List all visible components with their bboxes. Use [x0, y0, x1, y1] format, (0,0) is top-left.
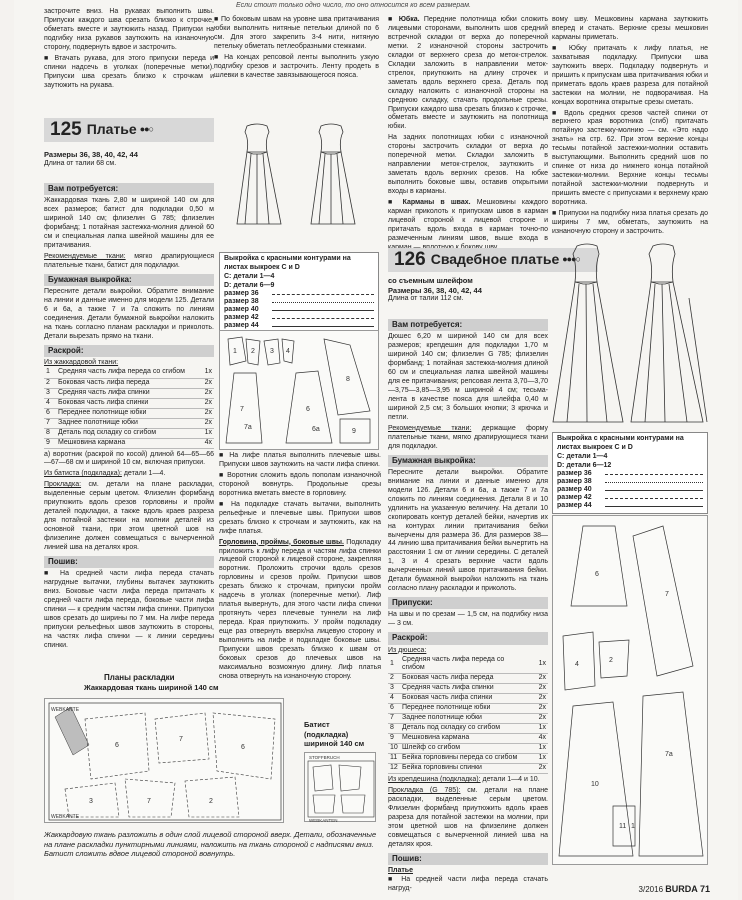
model-number: 125 — [50, 118, 82, 140]
parts-row — [44, 428, 214, 438]
sizes-title: Выкройка с красными контурами на листах выкроек C и D — [557, 435, 684, 451]
cut-note1: детали 1—4 и 10. — [482, 776, 540, 784]
part-qty: 2x — [522, 714, 548, 724]
dress-125-svg — [229, 120, 379, 230]
parts-table-126 — [388, 656, 548, 775]
sizes-label: Размеры 36, 38, 40, 42, 44 — [44, 150, 138, 159]
part-qty: 2x — [188, 408, 214, 418]
webkante-label: WEBKANTE — [51, 707, 80, 713]
part-number: 4 — [44, 398, 56, 408]
part-label: Деталь под складку со сгибом — [400, 724, 522, 734]
part-qty: 2x — [522, 764, 548, 774]
parts-row — [388, 656, 548, 674]
part-label: Шлейф со сгибом — [400, 744, 522, 754]
col4-p2: ■ Юбку притачать к лифу платья, не захватывая подкладку. Припуски шва заутюжить вверх. Подкладку подвернуть и пришить к припускам шва притачивания юбки и приметать вдоль краев разреза для потайной застежки на молнии, не подворачивая. На концах воротника открытые срезы сметать. — [552, 44, 708, 106]
part-label: Заднее полотнище юбки — [400, 714, 522, 724]
part-number: 2 — [44, 378, 56, 388]
part-label: Боковая часть лифа спинки — [400, 694, 522, 704]
cut-note1-line — [388, 776, 548, 785]
svg-text:6: 6 — [306, 406, 310, 413]
part-number: 3 — [44, 388, 56, 398]
part-qty: 4x — [522, 734, 548, 744]
svg-text:9: 9 — [352, 428, 356, 435]
col3-p2: На задних полотнищах юбки с изнаночной стороны застрочить складки от верха до поперечной метки. Складки заложить в направлении меток-стрелок, заутюжить и заметать вдоль верхних срезов. На юбке выполнить боковые швы, оставив открытыми входы в карманы. — [388, 134, 548, 196]
model-number: 126 — [394, 248, 426, 270]
svg-text:2: 2 — [609, 657, 613, 664]
parts-row — [388, 734, 548, 744]
pattern-pieces-126-svg — [553, 516, 709, 866]
page-number: 71 — [699, 884, 710, 895]
size-row: размер 42 — [224, 315, 374, 323]
part-number: 10 — [388, 744, 400, 754]
part-number: 3 — [388, 684, 400, 694]
part-number: 4 — [388, 694, 400, 704]
sub: со съемным шлейфом — [388, 276, 473, 285]
svg-text:7: 7 — [240, 406, 244, 413]
part-label: Переднее полотнище юбки — [400, 704, 522, 714]
col3-p1-label: ■ Юбка. — [388, 16, 420, 23]
sizes-125-box — [219, 252, 379, 334]
size-row: размер 42 — [557, 495, 703, 503]
part-qty: 1x — [522, 744, 548, 754]
layout-batist-label — [304, 720, 374, 749]
parts-row — [388, 674, 548, 684]
parts-row — [388, 714, 548, 724]
cut-note2: детали 1—4. — [123, 470, 166, 478]
part-label: Переднее полотнище юбки — [56, 408, 188, 418]
part-qty: 1x — [522, 754, 548, 764]
col3-p1: Передние полотнища юбки сложить лицевыми сторонами, выполнить шов средний встречной складки от верха до поперечной метки. 2 изнаночной стороны застрочить складки от верхнего среза до меток-стрелок. Складки заложить в направлении меток-стрелок, приутюжить на длину строчек и заметать вдоль верхнего среза. Деталь под складку наложить с изнаночной стороны на среднюю складку, стачать продольные срезы. Припуски каждого шва срезать близко к строчке, обметать вместе и заутюжить на полотнища юбки. — [388, 16, 548, 131]
cut-title: Раскрой: — [44, 345, 214, 357]
pattern-pieces-125 — [219, 330, 379, 450]
part-number: 7 — [44, 418, 56, 428]
model-125-body — [44, 180, 214, 653]
cut-note1: а) воротник (раскрой по косой) длиной 64—65—66—67—68 см и шириной 10 см, включая припуски. — [44, 450, 214, 467]
col2-top-p2: ■ На концах репсовой ленты выполнить узкую подгибку срезов и застрочить. Ленту продеть в шлевки в качестве завязывающегося пояса. — [214, 53, 379, 79]
sew-title: Пошив: — [388, 853, 548, 865]
sew-text: ■ На средней части лифа переда стачать нагруд- — [388, 876, 548, 893]
length-label: Длина от талии 68 см. — [44, 159, 117, 167]
cut-note2-label: Прокладка (G 785): — [388, 787, 461, 795]
header-note: Если стоит только одно число, то оно относится ко всем размерам. — [236, 2, 471, 9]
part-number: 6 — [388, 704, 400, 714]
cut-note3-line — [44, 481, 214, 553]
pattern-text: Пересните детали выкройки. Обратите внимание на линии и данные именно для модели 126. Детали 6 и 6а, а также 7 и 7а сложить по линиям соединения. Детали 8 и 10 удлинить на указанную величину. На детали 10 скопировать контур деталей бейки, начертив их на контурах линии притачивания бейки вычерчены для размера 36. Для размеров 38—44 линию шва притачивания бейки вычертить на расстоянии 1 см от линии середины. С деталей 1, 3 и 4 срезать верхние части вдоль вычерченных линий швов притачивания бейки. Детали бумажной выкройки наложить на ткань согласно плану раскладки и приколоть. — [388, 468, 548, 593]
webkanten-label: WEBKANTEN — [309, 818, 338, 823]
column-3-top — [388, 16, 548, 255]
svg-text:11: 11 — [619, 823, 627, 830]
detail-d: D: детали 6—12 — [557, 461, 612, 469]
svg-text:4: 4 — [286, 348, 290, 355]
col2-mid-p4-line — [219, 539, 381, 682]
size-row: размер 38 — [224, 299, 374, 307]
part-qty: 4x — [188, 438, 214, 448]
rec-label: Рекомендуемые ткани: — [388, 424, 472, 432]
part-number: 7 — [388, 714, 400, 724]
parts-row — [44, 388, 214, 398]
svg-text:7: 7 — [147, 798, 151, 805]
svg-text:6: 6 — [595, 571, 599, 578]
layout-sub: Жаккардовая ткань шириной 140 см — [84, 683, 219, 693]
rec-line — [388, 425, 548, 452]
rec-label: Рекомендуемые ткани: — [44, 252, 126, 260]
svg-text:1: 1 — [631, 823, 635, 830]
size-row: размер 40 — [224, 307, 374, 315]
part-qty: 2x — [522, 694, 548, 704]
layout-jacquard — [44, 698, 284, 823]
part-label: Средняя часть лифа переда со сгибом — [56, 368, 188, 378]
layout-125 — [44, 673, 384, 693]
part-label: Боковая часть лифа переда — [56, 378, 188, 388]
cut-note2-line — [388, 787, 548, 850]
part-number: 1 — [388, 656, 400, 674]
svg-text:6: 6 — [115, 742, 119, 749]
svg-text:6a: 6a — [312, 426, 320, 433]
parts-row — [388, 684, 548, 694]
col2-mid-p2: ■ Воротник сложить вдоль пополам изнаночной стороной вовнутрь. Продольные срезы воротника вметать вместе в горловину. — [219, 471, 381, 497]
issue: 3/2016 — [638, 885, 664, 895]
model-126-body — [388, 316, 548, 896]
model-name: Платье — [86, 121, 137, 138]
allow-title: Припуски: — [388, 597, 548, 609]
part-number: 2 — [388, 674, 400, 684]
part-label: Бейка горловины переда со сгибом — [400, 754, 522, 764]
allow-text: На швы и по срезам — 1,5 см, на подгибку низа — 3 см. — [388, 611, 548, 628]
part-number: 8 — [44, 428, 56, 438]
column-2-mid — [219, 452, 381, 684]
parts-row — [388, 764, 548, 774]
layout-caption: Жаккардовую ткань разложить в один слой лицевой стороной вверх. Детали, обозначенные на плане раскладки пунктирными линиями, наложить на ткань стороной с надписями вниз. Батист сложить вдвое лицевой стороной вовнутрь. — [44, 830, 377, 859]
cut-note2-label: Из батиста (подкладка): — [44, 470, 122, 478]
part-qty: 2x — [188, 418, 214, 428]
webkante-label-bottom: WEBKANTE — [51, 814, 80, 820]
col3-top-p1-line — [388, 16, 548, 132]
model-name: Свадебное платье — [430, 251, 560, 268]
detail-c: C: детали 1—4 — [557, 452, 608, 460]
part-label: Деталь под складку со сгибом — [56, 428, 188, 438]
part-qty: 1x — [188, 368, 214, 378]
cut-note2: см. детали на плане раскладки, выделенные серым цветом. Флизелин формбанд приутюжить вдоль краев разреза для потайной застежки на молнии, при этом цветной шов на флизелине должен совмещаться с вычерченной линией шва на деталях кроя. — [388, 787, 548, 849]
pattern-title: Бумажная выкройка: — [44, 274, 214, 286]
parts-row — [388, 744, 548, 754]
part-label: Бейка горловины спинки — [400, 764, 522, 774]
dress-125-illustration — [229, 120, 379, 230]
need-title: Вам потребуется: — [44, 183, 214, 195]
parts-row — [388, 694, 548, 704]
need-text: Дюшес 6,20 м шириной 140 см для всех размеров; крепдешин для подкладки 1,70 м шириной 140 см; флизелин G 785; флизелин формбанд; 1 потайная застежка-молния длиной 60 см и специальная лапка швейной машины для ее притачивания; репсовая лента 3,70—3,70—3,75—3,85—3,95 м шириной 4 см; тесьма-лента в качестве пояса для шлейфа 0,40 м шириной 2,5 см; 3 больших кнопки; 3 крючка и петли. — [388, 333, 549, 421]
difficulty-dots: ●●○ — [139, 124, 154, 135]
need-text: Жаккардовая ткань 2,80 м шириной 140 см для всех размеров; батист для подкладки 0,50 м шириной 140 см; флизелин G 785; флизелин формбанд; 1 потайная застежка-молния длиной 60 см и специальная лапка швейной машины для ее притачивания. — [44, 197, 214, 249]
part-qty: 1x — [522, 724, 548, 734]
col4-p3: ■ Вдоль средних срезов частей спинки от верхнего края воротника (сгиб) притачать потайную застежку-молнию — см. «Это надо знать» на стр. 62. При этом верхние концы тесьмы потайной застежки-молнии оставить выступающими. Выполнить средний шов по спинке от низа до нижнего конца потайной застежки-молнии. Верхние концы тесьмы потайной застежки-молнии подвернуть и пришить вместе с припусками к верхнему краю воротника. — [552, 109, 708, 207]
column-1 — [44, 8, 214, 93]
svg-text:1: 1 — [233, 348, 237, 355]
need-title: Вам потребуется: — [388, 319, 548, 331]
part-qty: 2x — [188, 378, 214, 388]
part-number: 8 — [388, 724, 400, 734]
sew-title: Пошив: — [44, 556, 214, 568]
parts-table-125 — [44, 368, 214, 449]
part-qty: 1x — [522, 656, 548, 674]
layout-batist — [304, 752, 376, 822]
col1-top-p2: ■ Втачать рукава, для этого припуски переда и спинки надсечь в уголках (поперечные метки). Припуски шва срезать близко к строчкам и заутюжить на рукава. — [44, 54, 214, 89]
part-number: 9 — [44, 438, 56, 448]
size-row: размер 36 — [557, 471, 703, 479]
part-qty: 2x — [522, 684, 548, 694]
cut-note3: см. детали на плане раскладки, выделенные серым цветом. Флизелин формбанд приутюжить вдоль срезов горловины и пройм деталей подкладки, а также вдоль краев разреза для потайной застежки на молнии деталей из основной ткани, при этом цветной шов на флизелине должен совмещаться с вычерченной линией шва на деталях кроя. — [44, 481, 214, 552]
part-number: 11 — [388, 754, 400, 764]
part-qty: 1x — [188, 428, 214, 438]
pattern-text: Пересните детали выкройки. Обратите внимание на линии и данные именно для модели 125. Детали 6 и 6а, а также 7 и 7а сложить по линиям соединения. Детали бумажной выкройки наложить на ткань согласно планам раскладки и приколоть. Детали вырезать прямо на ткани. — [44, 288, 214, 340]
parts-row — [44, 368, 214, 378]
part-label: Средняя часть лифа переда со сгибом — [400, 656, 522, 674]
col3-p3-label: ■ Карманы в швах. — [388, 199, 471, 207]
part-label: Средняя часть лифа спинки — [56, 388, 188, 398]
part-label: Мешковина кармана — [56, 438, 188, 448]
svg-text:7a: 7a — [665, 751, 673, 758]
rec-text: держащие форму плательные ткани, мягко драпирующиеся ткани для подкладки. — [388, 424, 548, 450]
part-qty: 2x — [188, 398, 214, 408]
sizes-126-box — [552, 432, 708, 514]
col2-mid-p4: Подкладку приложить к лифу переда и частям лифа спинки лицевой стороной к лицевой стороне, закрепляя воротник. Проложить строчки вдоль срезов горловины и срезов пройм. Припуски швов срезать близко к строчкам, припуски пройм надсечь в уголках (поперечные метки). Лиф платья вывернуть, для этого части лифа спинки протянуть через плечевые туннели на лиф переда. Края приутюжить. У пройм подкладку еще раз отвернуть вверх/на лицевую сторону и выполнить на лифе и подкладке боковые швы. Припуски швов срезать близко к швам от боковых срезов до плечевых швов на максимально возможную длину. Лиф платья снова отвернуть на изнаночную сторону. — [219, 538, 381, 680]
parts-row — [44, 378, 214, 388]
parts-row — [44, 398, 214, 408]
part-label: Средняя часть лифа спинки — [400, 684, 522, 694]
layout-jacquard-svg — [45, 699, 285, 824]
layout-batist-svg — [305, 753, 377, 823]
svg-text:2: 2 — [251, 348, 255, 355]
model-125-title-band — [44, 118, 214, 142]
size-row: размер 36 — [224, 291, 374, 299]
parts-row — [388, 754, 548, 764]
svg-text:10: 10 — [591, 781, 599, 788]
part-number: 1 — [44, 368, 56, 378]
parts-row — [388, 724, 548, 734]
part-number: 6 — [44, 408, 56, 418]
sizes-label: Размеры 36, 38, 40, 42, 44 — [388, 285, 482, 295]
brand: BURDA — [665, 884, 698, 895]
part-label: Мешковина кармана — [400, 734, 522, 744]
col3-p3: Мешковины каждого карман приколоть к припускам швов в карман лицевой стороной к лицевой стороне и притачать вдоль входа в карман точно-по размеченным линиям швов, выше входа в — [388, 199, 548, 242]
size-row: размер 38 — [557, 479, 703, 487]
part-number: 12 — [388, 764, 400, 774]
difficulty-dots: ●●●○ — [562, 254, 580, 265]
batist-title: Батист (подкладка) шириной 140 см — [304, 720, 365, 749]
cut-sub: Из дюшеса: — [388, 646, 427, 654]
stoffbruch-label: STOFFBRUCH — [309, 755, 340, 760]
svg-text:8: 8 — [346, 376, 350, 383]
length-label: Длина от талии 112 см. — [388, 295, 464, 303]
dress-126-illustration — [549, 238, 709, 428]
dress-126-svg — [549, 238, 709, 428]
svg-text:6: 6 — [241, 744, 245, 751]
col2-mid-p4-label: Горловина, проймы, боковые швы. — [219, 538, 344, 546]
size-row: размер 40 — [557, 487, 703, 495]
parts-row — [388, 704, 548, 714]
svg-text:2: 2 — [209, 798, 213, 805]
svg-text:7: 7 — [665, 591, 669, 598]
model-125-header — [44, 118, 214, 169]
rec-text: мягко драпирующиеся плательные ткани, батист для подкладки. — [44, 252, 214, 269]
parts-row — [44, 438, 214, 448]
part-qty: 2x — [522, 674, 548, 684]
sew-text: ■ На средней части лифа переда стачать нагрудные вытачки, глубины вытачек заутюжить вниз. Боковые части лифа переда притачать к средней части лифа переда, боковые части лифа спинки — к средним частям лифа спинки. Припуски швов срезать до ширины по 7 мм. На лифе переда припуски рельефных швов заутюжить в стороны, на частях лифа спинки — к линии середины спинки. — [44, 570, 214, 649]
sew-sub: Платье — [388, 867, 413, 875]
parts-row — [44, 418, 214, 428]
part-label: Заднее полотнище юбки — [56, 418, 188, 428]
sizes-title: Выкройка с красными контурами на листах выкроек C и D — [224, 255, 351, 271]
size-row: размер 44 — [557, 503, 703, 511]
pattern-pieces-125-svg — [220, 331, 380, 451]
pattern-pieces-126 — [552, 515, 708, 865]
part-qty: 2x — [188, 388, 214, 398]
cut-title: Раскрой: — [388, 632, 548, 644]
col2-top-p1: ■ По боковым швам на уровне шва притачивания юбки выполнить нитяные петельки длиной по 6 см. Для этого закрепить 3-4 нити, нитяную петельку обметать петлеобразными стежками. — [214, 16, 379, 50]
size-rows — [224, 291, 374, 331]
column-4-top — [552, 16, 708, 239]
col2-mid-p1: ■ На лифе платья выполнить плечевые швы. Припуски швов заутюжить на части лифа спинки. — [219, 452, 381, 468]
col3-top-p3-line — [388, 199, 548, 253]
cut-sub: Из жаккардовой ткани: — [44, 359, 119, 367]
size-row: размер 44 — [224, 323, 374, 331]
part-number: 9 — [388, 734, 400, 744]
svg-text:7: 7 — [179, 736, 183, 743]
svg-text:4: 4 — [575, 661, 579, 668]
detail-c: C: детали 1—4 — [224, 272, 275, 280]
svg-text:3: 3 — [89, 798, 93, 805]
col4-p1: вому шву. Мешковины кармана заутюжить вперед и стачать. Верхние срезы мешковин карманы приметать. — [552, 16, 708, 41]
column-2-top — [214, 16, 379, 83]
part-qty: 2x — [522, 704, 548, 714]
cut-note3-label: Прокладка: — [44, 481, 82, 489]
magazine-page — [14, 0, 738, 900]
svg-text:7a: 7a — [244, 424, 252, 431]
parts-row — [44, 408, 214, 418]
col4-p4: ■ Припуски на подгибку низа платья срезать до ширины 7 мм, обметать, заутюжить на изнаночную сторону и застрочить. — [552, 210, 708, 235]
cut-note2-line — [44, 470, 214, 479]
cut-note1-label: Из крепдешина (подкладка): — [388, 776, 481, 784]
col2-mid-p3: ■ На подкладке стачать вытачки, выполнить рельефные и плечевые швы. Припуски швов срезать близко к строчкам и заутюжить, как на лифе платья. — [219, 500, 381, 535]
pattern-title: Бумажная выкройка: — [388, 455, 548, 467]
svg-text:3: 3 — [270, 348, 274, 355]
part-label: Боковая часть лифа спинки — [56, 398, 188, 408]
layout-title: Планы раскладки — [104, 673, 175, 682]
rec-line — [44, 253, 214, 271]
detail-d: D: детали 6—9 — [224, 281, 275, 289]
footer — [639, 884, 710, 896]
part-label: Боковая часть лифа переда — [400, 674, 522, 684]
col1-top-p1: застрочите вниз. На рукавах выполнить швы. Припуски каждого шва срезать близко к строчке, обметать вместе и заутюжить назад. Припуски на подгибку низа рукавов заутюжить на изнаночную сторону, подвернуть вдвое и застрочить. — [44, 8, 214, 51]
